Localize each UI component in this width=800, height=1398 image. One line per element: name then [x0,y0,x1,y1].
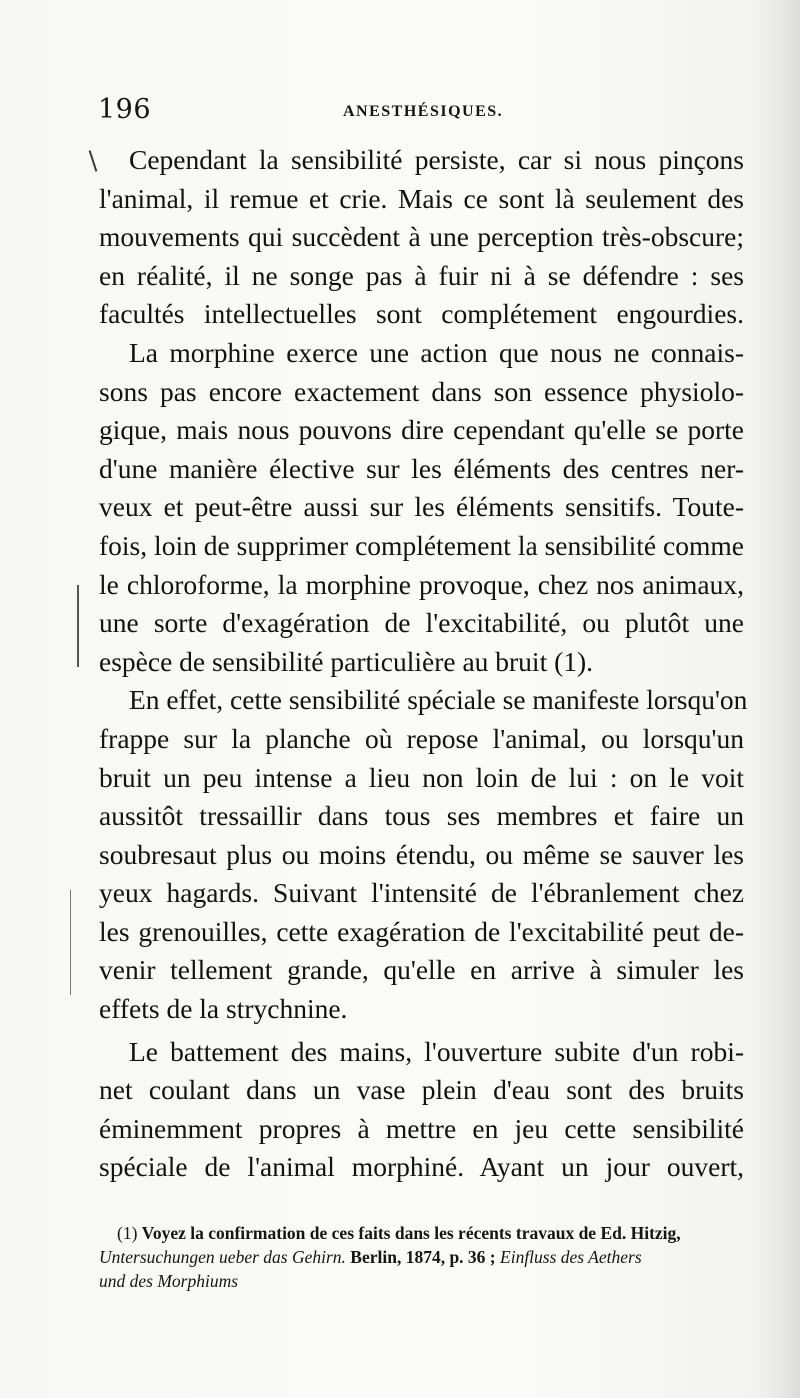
running-title: ANESTHÉSIQUES. [343,103,504,120]
page-number: 196 [98,94,152,125]
text-line: net coulant dans un vase plein d'eau sont des bruits [99,1074,744,1106]
footnote [99,1221,754,1293]
text-line: éminemment propres à mettre en jeu cette sensibilité [99,1112,744,1144]
text-line: soubresaut plus ou moins étendu, ou même se sauver les [99,838,744,870]
text-line: yeux hagards. Suivant l'intensité de l'ébranlement chez [99,877,744,909]
footnote-marker: (1) [117,1223,138,1243]
text-line: Cependant la sensibilité persiste, car si nous pinçons [129,144,744,175]
paragraph-3 [99,681,748,1028]
text-line: le chloroforme, la morphine provoque, chez nos animaux, [99,568,744,600]
paragraph-1 [99,141,744,334]
text-line: venir tellement grande, qu'elle en arrive à simuler les [99,954,744,986]
text-line: spéciale de l'animal morphiné. Ayant un jour ouvert, [99,1151,744,1183]
footnote-line [99,1245,754,1269]
text-line: En effet, cette sensibilité spéciale se manifeste lorsqu'on [129,684,748,716]
text-line: mouvements qui succèdent à une perception très-obscure; [99,221,744,253]
text-line: une sorte d'exagération de l'excitabilité, ou plutôt une [99,607,744,639]
text-line: effets de la strychnine. [99,993,348,1025]
text-line: en réalité, il ne songe pas à fuir ni à se défendre : ses [99,259,744,291]
margin-mark-middle [77,585,79,667]
text-line: sons pas encore exactement dans son essence physiolo- [99,375,744,407]
margin-mark-top [89,150,98,172]
paragraph-2 [99,334,744,681]
text-line: bruit un peu intense a lieu non loin de lui : on le voit [99,761,744,793]
page-header [98,94,748,134]
text-line: d'une manière élective sur les éléments des centres ner- [99,452,744,484]
text-line: fois, loin de supprimer complétement la sensibilité comme [99,529,744,561]
body-text [99,141,748,1187]
footnote-citation-title: Untersuchungen ueber das Gehirn. [99,1247,346,1267]
paragraph-4 [99,1033,744,1187]
footnote-citation-title: Einfluss des Aethers [500,1247,642,1267]
text-line: veux et peut-être aussi sur les éléments sensitifs. Toute- [99,491,744,523]
footnote-line: und des Morphiums [99,1271,239,1291]
text-line: gique, mais nous pouvons dire cependant qu'elle se porte [99,414,744,446]
text-line: frappe sur la planche où repose l'animal, ou lorsqu'un [99,722,744,754]
text-line: aussitôt tressaillir dans tous ses membres et faire un [99,800,744,832]
text-line: l'animal, il remue et crie. Mais ce sont là seulement des [99,182,744,214]
footnote-line [99,1221,754,1245]
footnote-text: Voyez la confirmation de ces faits dans les récents travaux de Ed. Hitzig, [141,1223,681,1243]
text-line: facultés intellectuelles sont complétement engourdies. [99,298,744,330]
page-edge-shadow [754,0,800,1398]
text-line: espèce de sensibilité particulière au bruit (1). [99,645,594,677]
text-line: Le battement des mains, l'ouverture subite d'un robi- [129,1035,744,1067]
footnote-citation-details: Berlin, 1874, p. 36 ; [345,1247,501,1267]
margin-mark-lower [70,890,71,995]
text-line: les grenouilles, cette exagération de l'excitabilité peut de- [99,915,744,947]
text-line: La morphine exerce une action que nous ne connais- [129,336,744,368]
